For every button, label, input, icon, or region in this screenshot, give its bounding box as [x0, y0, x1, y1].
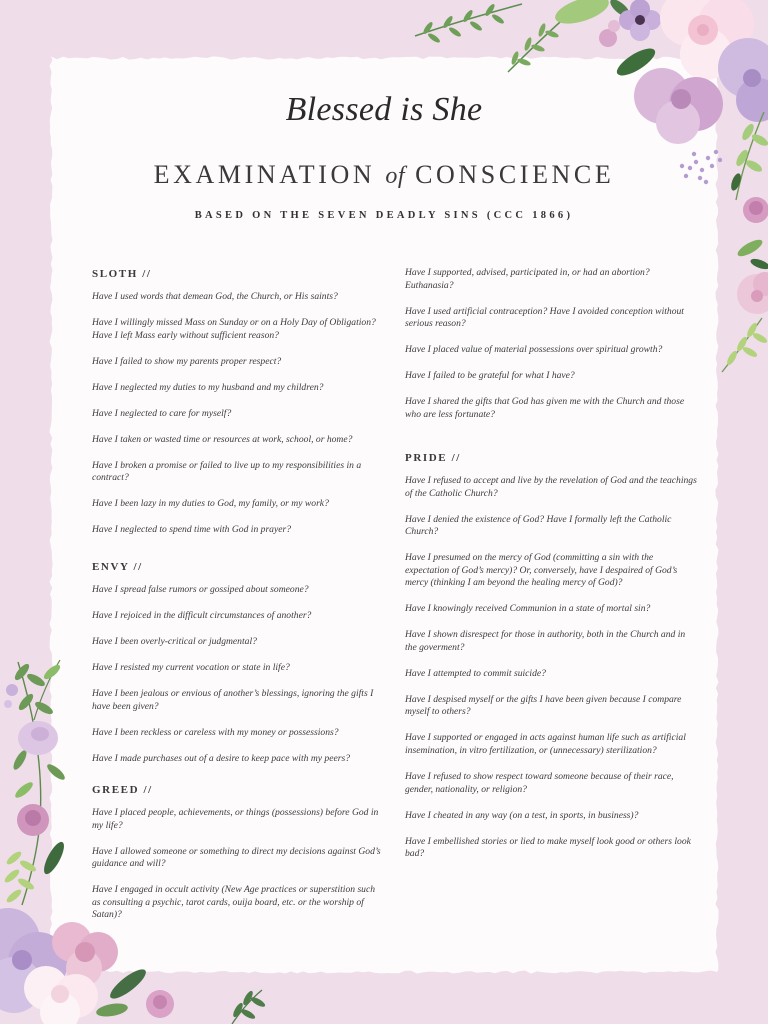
- question-item: Have I engaged in occult activity (New Age practices or superstition such as consulting a psychic, tarot cards, ouija board, etc. or the worship of Satan)?: [92, 884, 376, 921]
- question-item: Have I cheated in any way (on a test, in sports, in business)?: [405, 809, 639, 821]
- question-item: Have I shared the gifts that God has given me with the Church and those who are less fortunate?: [405, 396, 685, 420]
- question-item: Have I made purchases out of a desire to keep pace with my peers?: [92, 752, 350, 764]
- question-list-pride: [405, 475, 697, 861]
- question-item: Have I been jealous or envious of another’s blessings, ignoring the gifts I have been given?: [92, 687, 374, 712]
- question-item: Have I placed people, achievements, or things (possessions) before God in my life?: [92, 807, 379, 831]
- question-item: Have I denied the existence of God? Have I formally left the Catholic Church?: [405, 513, 672, 538]
- question-item: Have I despised myself or the gifts I have been given because I compare myself to others?: [405, 693, 682, 718]
- question-item: Have I supported or engaged in acts against human life such as artificial insemination, in vitro fertilization, or (unnecessary) sterilization?: [405, 732, 686, 757]
- question-item: Have I shown disrespect for those in authority, both in the Church and in the goverment?: [405, 629, 686, 653]
- section-header-pride: PRIDE //: [405, 452, 461, 464]
- question-item: Have I placed value of material possessions over spiritual growth?: [405, 344, 663, 356]
- section-header-greed: GREED //: [92, 784, 153, 796]
- question-item: Have I embellished stories or lied to make myself look good or others look bad?: [405, 835, 691, 860]
- question-item: Have I neglected to spend time with God in prayer?: [92, 524, 292, 536]
- question-item: Have I failed to be grateful for what I have?: [405, 370, 575, 382]
- section-header-sloth: SLOTH //: [92, 268, 152, 280]
- section-header-envy: ENVY //: [92, 561, 143, 573]
- question-item: Have I used artificial contraception? Have I avoided conception without serious reason?: [405, 305, 684, 330]
- question-item: Have I allowed someone or something to direct my decisions against God’s guidance and will?: [92, 845, 381, 870]
- question-item: Have I resisted my current vocation or state in life?: [92, 661, 290, 673]
- page-subtitle: BASED ON THE SEVEN DEADLY SINS (CCC 1866): [194, 210, 574, 221]
- question-item: Have I been reckless or careless with my money or possessions?: [92, 726, 339, 738]
- question-item: Have I presumed on the mercy of God (committing a sin with the expectation of God’s mercy)? Or, conversely, have I despaired of God’s mercy (thinking I am beyond the healing mercy of God)?: [405, 552, 678, 589]
- question-item: Have I supported, advised, participated in, or had an abortion? Euthanasia?: [405, 267, 650, 291]
- question-item: Have I willingly missed Mass on Sunday or on a Holy Day of Obligation? Have I left Mass early without sufficient reason?: [92, 316, 376, 341]
- question-item: Have I refused to show respect toward someone because of their race, gender, nationality, or religion?: [405, 771, 674, 795]
- question-item: Have I broken a promise or failed to live up to my responsibilities in a contract?: [92, 459, 362, 484]
- question-list-sloth: [92, 291, 384, 537]
- question-item: Have I used words that demean God, the Church, or His saints?: [92, 291, 338, 302]
- question-item: Have I neglected to care for myself?: [92, 407, 232, 419]
- question-item: Have I taken or wasted time or resources at work, school, or home?: [92, 433, 353, 445]
- question-item: Have I failed to show my parents proper respect?: [92, 355, 282, 367]
- question-item: Have I rejoiced in the difficult circumstances of another?: [92, 609, 312, 621]
- question-item: Have I refused to accept and live by the revelation of God and the teachings of the Catholic Church?: [405, 475, 697, 499]
- brand-logo-script: Blessed is She: [285, 91, 483, 128]
- question-item: Have I been overly-critical or judgmental?: [92, 635, 257, 647]
- title-word-conscience: CONSCIENCE: [415, 160, 615, 189]
- section-sloth: [92, 267, 384, 550]
- question-item: Have I attempted to commit suicide?: [405, 667, 546, 679]
- question-item: Have I knowingly received Communion in a state of mortal sin?: [405, 603, 651, 615]
- question-item: Have I spread false rumors or gossiped about someone?: [92, 584, 309, 595]
- page-title: [50, 159, 718, 192]
- question-list-greed: [92, 807, 384, 922]
- section-greed-continued: [405, 267, 697, 435]
- section-envy: [92, 560, 384, 778]
- title-word-examination: EXAMINATION: [153, 160, 376, 189]
- question-item: Have I neglected my duties to my husband and my children?: [92, 381, 324, 393]
- question-list-greed-continued: [405, 267, 697, 421]
- question-list-envy: [92, 584, 384, 765]
- section-pride: [405, 451, 697, 874]
- section-greed: [92, 783, 384, 935]
- title-word-of: of: [385, 163, 405, 189]
- question-item: Have I been lazy in my duties to God, my family, or my work?: [92, 498, 329, 510]
